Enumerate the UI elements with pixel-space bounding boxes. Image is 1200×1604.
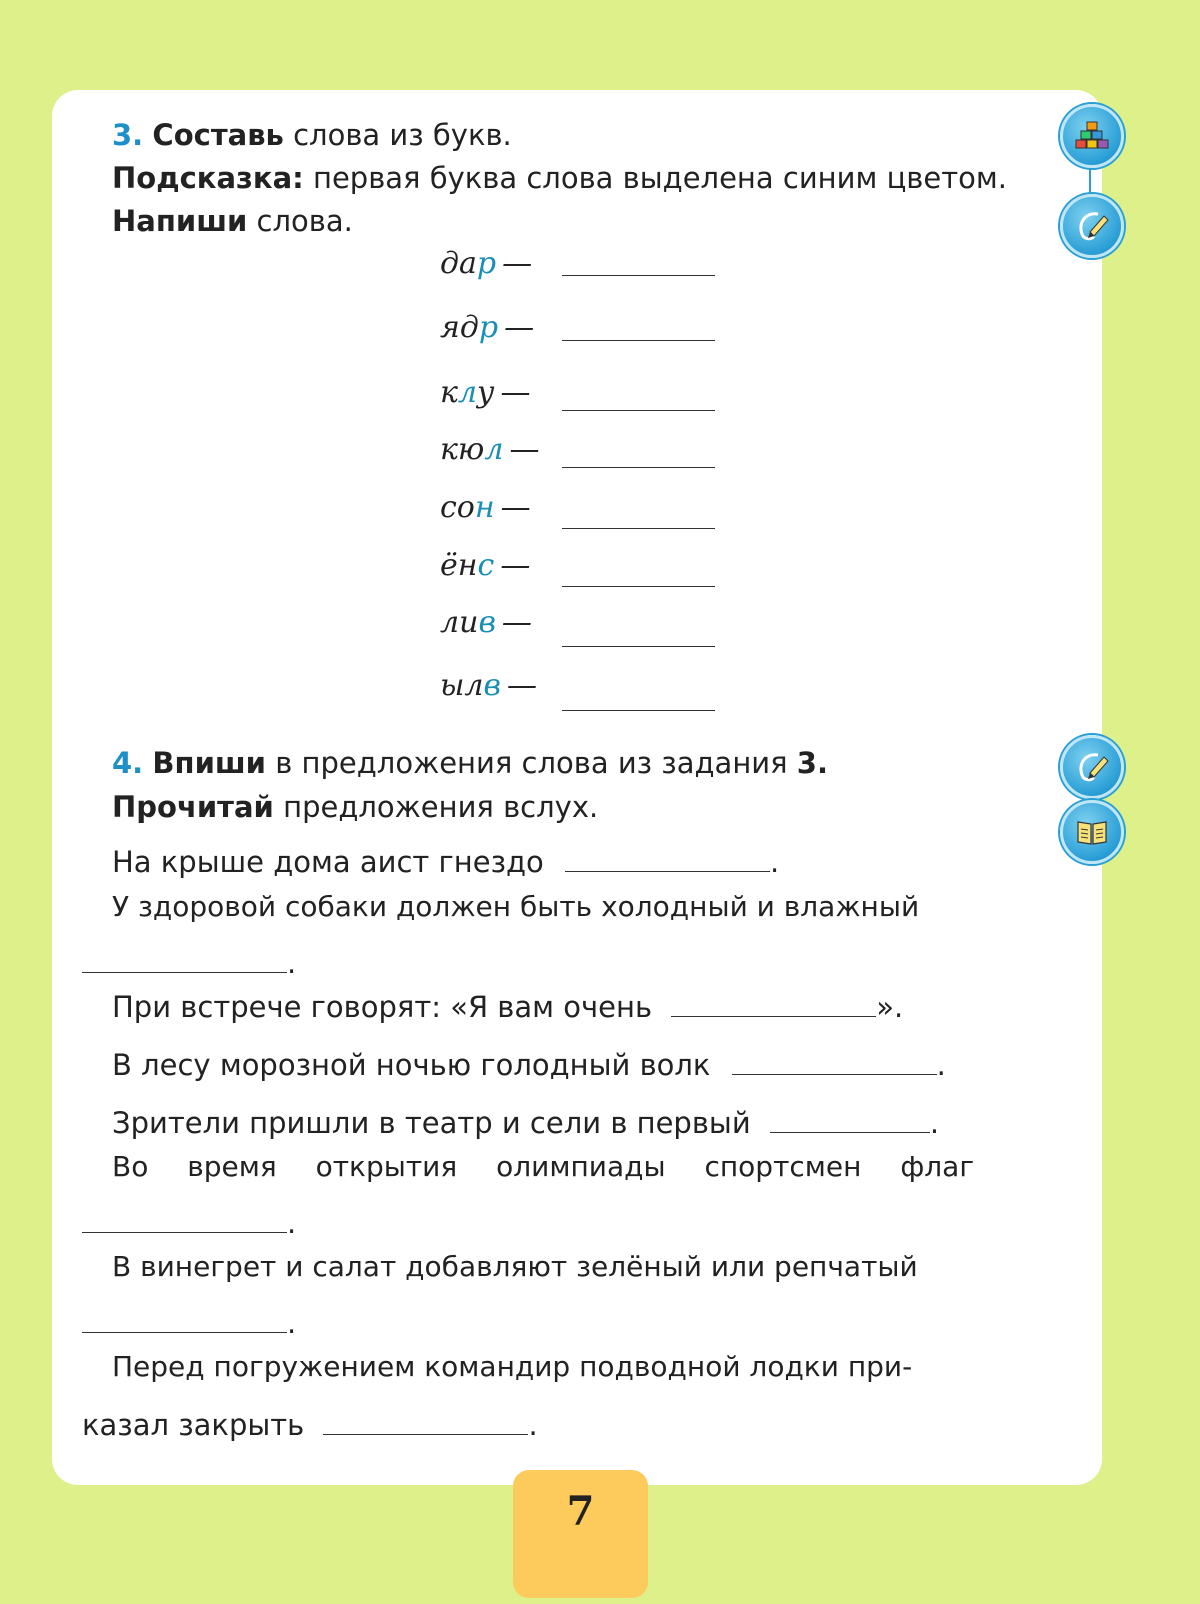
sentence-7-blank[interactable]	[82, 1310, 287, 1333]
sentence-6-cont: .	[82, 1206, 296, 1240]
sentence-8-cont: казал закрыть .	[82, 1408, 538, 1442]
answer-line-4[interactable]	[562, 467, 715, 468]
anagram-6: ёнс —	[440, 548, 531, 583]
task3-verb: Составь	[152, 118, 284, 152]
hint-text: первая буква слова выделена синим цветом.	[312, 161, 1007, 195]
write-rest: слова.	[256, 204, 353, 238]
task4-number: 4.	[112, 746, 144, 780]
anagram-5: сон —	[440, 490, 531, 525]
answer-line-2[interactable]	[562, 340, 715, 341]
sentence-6: Во время открытия олимпиады спортсмен флаг	[112, 1150, 975, 1183]
task4-read	[112, 790, 598, 824]
sentence-1-blank[interactable]	[565, 849, 770, 872]
anagram-3: клу —	[440, 375, 531, 410]
task3-number: 3.	[112, 118, 144, 152]
sentence-3-blank[interactable]	[671, 994, 876, 1017]
sentence-1: На крыше дома аист гнездо .	[112, 845, 780, 879]
sentence-2: У здоровой собаки должен быть холодный и влажный	[112, 890, 920, 923]
answer-line-6[interactable]	[562, 586, 715, 587]
sentence-3: При встрече говорят: «Я вам очень ».	[112, 990, 904, 1024]
write-label: Напиши	[112, 204, 248, 238]
anagram-7: лив —	[440, 605, 532, 640]
pencil-icon[interactable]	[1060, 735, 1124, 799]
sentence-4-blank[interactable]	[732, 1052, 937, 1075]
sentence-4: В лесу морозной ночью голодный волк .	[112, 1048, 946, 1082]
task4-ref: 3.	[796, 746, 828, 780]
blocks-icon[interactable]	[1060, 104, 1124, 168]
page-number: 7	[566, 1488, 595, 1535]
sentence-6-blank[interactable]	[82, 1210, 287, 1233]
answer-line-1[interactable]	[562, 275, 715, 276]
sentence-5: Зрители пришли в театр и сели в первый .	[112, 1106, 940, 1140]
anagram-4: кюл —	[440, 432, 540, 467]
sentence-7-cont: .	[82, 1306, 296, 1340]
anagram-8: ылв —	[440, 668, 538, 703]
task3-title	[112, 118, 512, 152]
task4-title	[112, 746, 828, 780]
sentence-2-blank[interactable]	[82, 950, 287, 973]
answer-line-8[interactable]	[562, 710, 715, 711]
pencil-icon[interactable]	[1060, 194, 1124, 258]
sentence-7: В винегрет и салат добавляют зелёный или репчатый	[112, 1250, 918, 1283]
sentence-8-blank[interactable]	[323, 1412, 528, 1435]
task3-rest: слова из букв.	[293, 118, 512, 152]
answer-line-3[interactable]	[562, 410, 715, 411]
task3-write	[112, 204, 353, 238]
sentence-8: Перед погружением командир подводной лодки при-	[112, 1350, 913, 1383]
anagram-2: ядр —	[440, 310, 535, 345]
task3-hint	[112, 161, 1007, 195]
anagram-1: дар —	[440, 246, 533, 281]
read-rest: предложения вслух.	[283, 790, 599, 824]
read-label: Прочитай	[112, 790, 274, 824]
hint-label: Подсказка:	[112, 161, 304, 195]
sentence-5-blank[interactable]	[770, 1110, 930, 1133]
task4-verb: Впиши	[152, 746, 267, 780]
answer-line-7[interactable]	[562, 646, 715, 647]
answer-line-5[interactable]	[562, 528, 715, 529]
sentence-2-cont: .	[82, 946, 296, 980]
book-icon[interactable]	[1060, 800, 1124, 864]
task4-rest: в предложения слова из задания	[275, 746, 788, 780]
page-number-tab	[513, 1470, 648, 1598]
